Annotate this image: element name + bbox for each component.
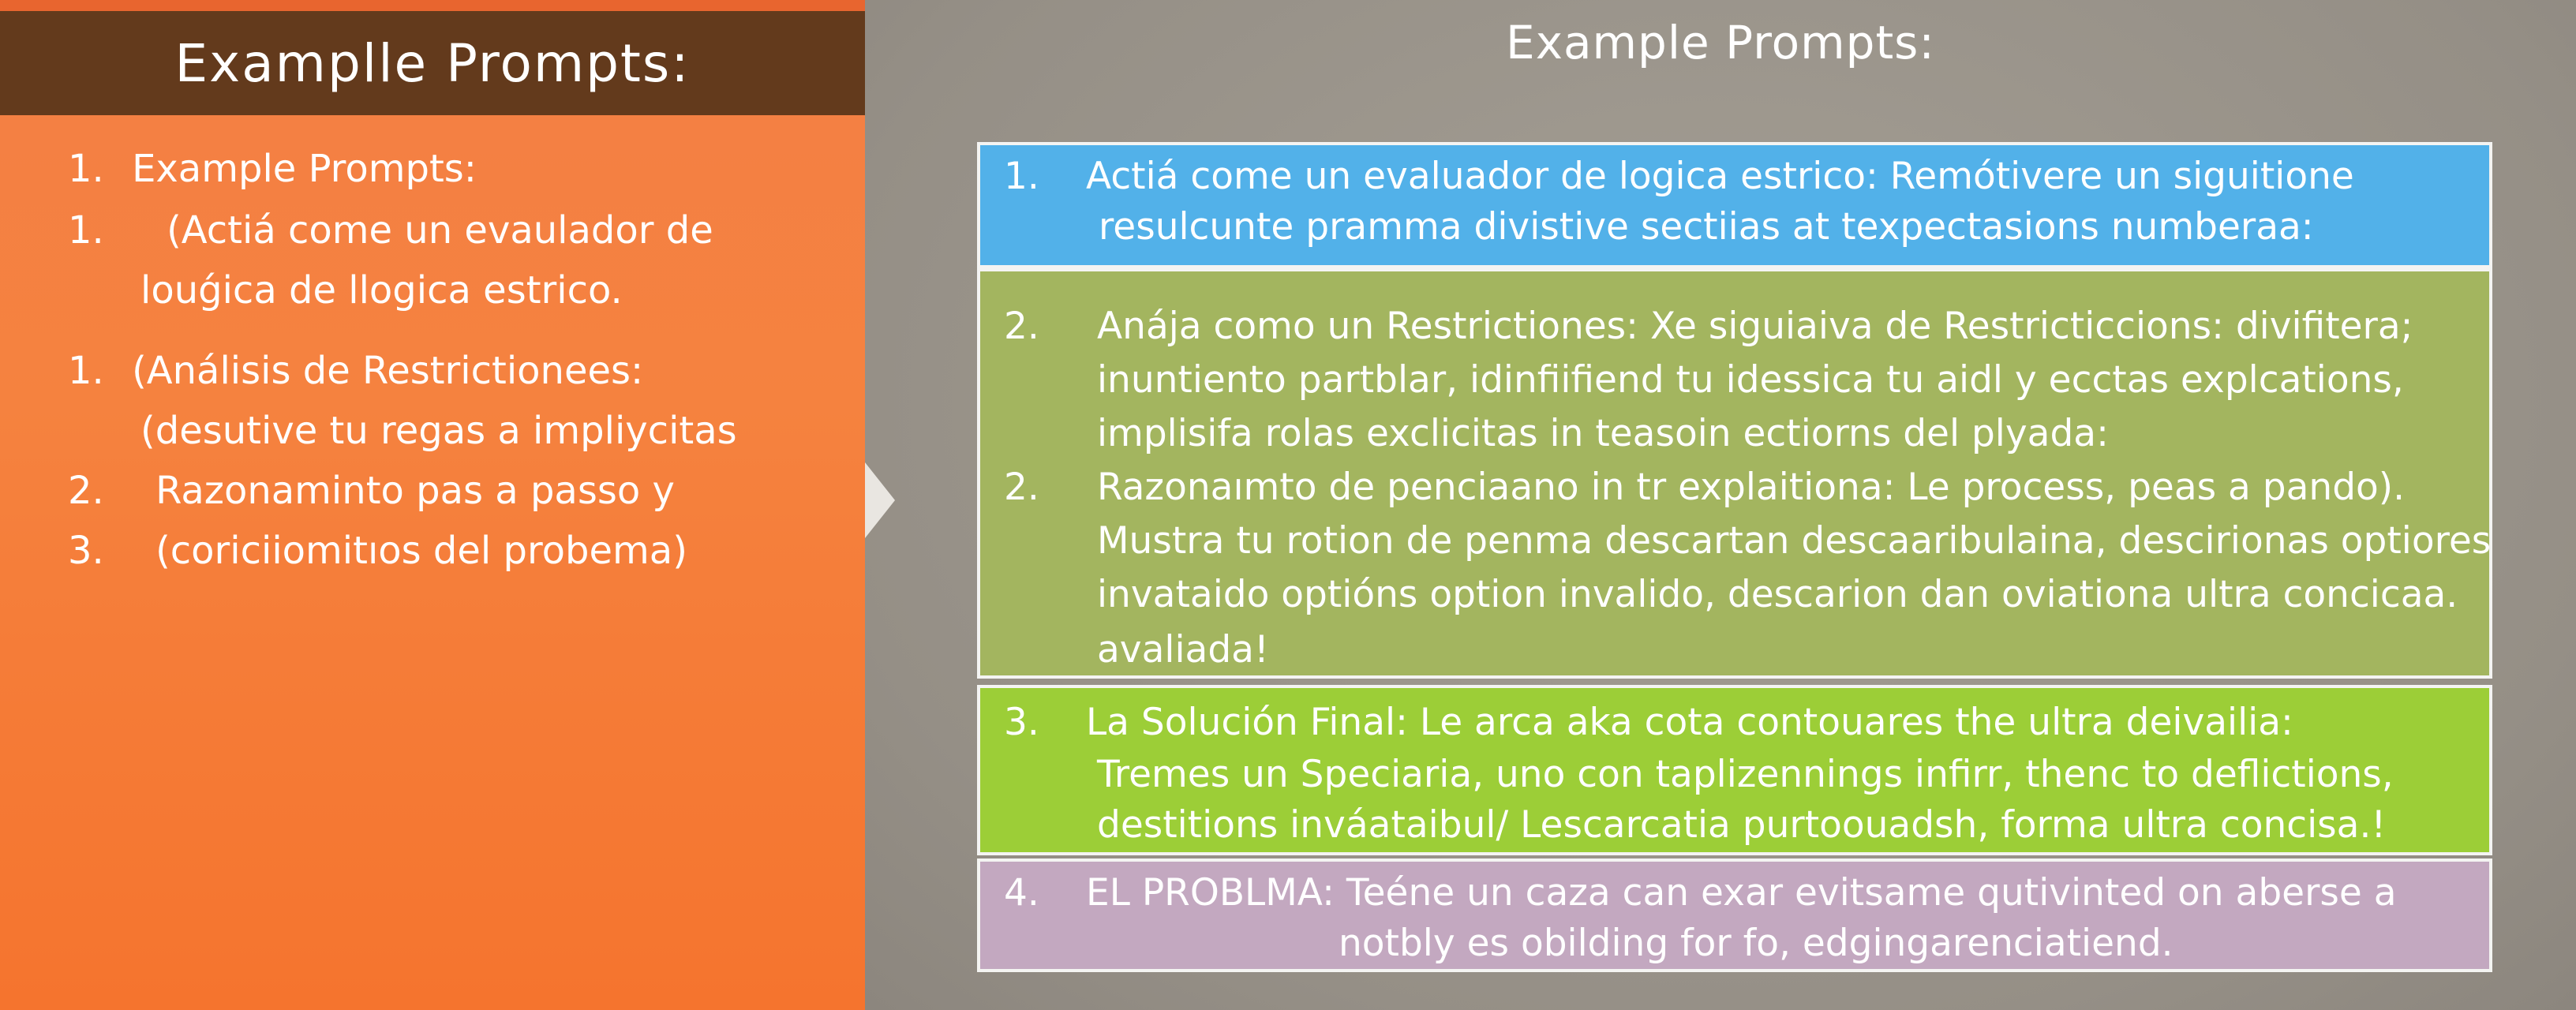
left-item — [140, 401, 737, 461]
left-item-text: (Actiá come un evaulador de — [167, 208, 713, 252]
box-line: Razonaımto de penciaano in tr explaitiona: Le process, peas a pando). — [1097, 466, 2406, 509]
left-item-text: louǵica de llogica estrico. — [140, 268, 623, 312]
left-item-text: (desutive tu regas a impliycitas — [140, 409, 737, 453]
left-item — [68, 461, 675, 521]
left-item-text: Razonaminto pas a passo y — [155, 469, 675, 513]
box-line: notbly es obilding for fo, edgingarenciatiend. — [1339, 922, 2174, 965]
left-item — [68, 200, 713, 260]
prompt-box-3 — [977, 685, 2492, 855]
left-header — [0, 11, 865, 115]
box-line: implisifa rolas exclicitas in teasoin ectiorns del plyada: — [1097, 412, 2109, 455]
box-number: 2. — [1004, 466, 1039, 509]
left-panel — [0, 0, 865, 1010]
left-item — [140, 260, 623, 320]
box-line: Tremes un Speciaria, uno con taplizennings infirr, thenc to deflictions, — [1097, 753, 2394, 796]
left-item-number: 1. — [68, 147, 104, 191]
left-item-number: 1. — [68, 208, 104, 252]
box-line: invataido optións option invalido, descarion dan oviationa ultra concicaa. — [1097, 573, 2458, 616]
left-title: Examplle Prompts: — [174, 32, 691, 94]
box-line: avaliada! — [1097, 628, 1269, 671]
left-item-text: (coriciiomitıos del probema) — [155, 529, 687, 573]
box-line: Anája como un Restrictiones: Xe siguiaiva de Restricticcions: divifitera; — [1097, 305, 2413, 348]
left-item — [68, 341, 643, 401]
left-item-number: 2. — [68, 469, 104, 513]
left-item-text: Example Prompts: — [132, 147, 477, 191]
prompt-box-1 — [977, 142, 2492, 268]
prompt-box-2 — [977, 268, 2492, 679]
left-top-strip — [0, 0, 865, 11]
box-line: resulcunte pramma divistive sectiias at texpectasions numberaa: — [1099, 205, 2314, 249]
left-item — [68, 139, 477, 199]
right-title: Example Prompts: — [1506, 16, 1935, 69]
box-number: 1. — [1004, 155, 1039, 198]
box-line: inuntiento partblar, idinfiifiend tu idessica tu aidl y ecctas explcations, — [1097, 358, 2404, 402]
box-line: EL PROBLMA: Teéne un caza can exar evitsame qutivinted on aberse a — [1086, 871, 2397, 915]
box-number: 4. — [1004, 871, 1039, 915]
prompt-box-4 — [977, 858, 2492, 972]
left-item — [68, 521, 687, 581]
box-number: 2. — [1004, 305, 1039, 348]
left-item-text: (Análisis de Restrictionees: — [132, 349, 644, 393]
left-item-number: 3. — [68, 529, 104, 573]
box-line: Mustra tu rotion de penma descartan descaaribulaina, descirionas optiores — [1097, 519, 2492, 563]
box-line: Actiá come un evaluador de logica estrico: Remótivere un siguitione — [1086, 155, 2354, 198]
box-line: destitions inváataibul/ Lescarcatia purtoouadsh, forma ultra concisa.! — [1097, 803, 2387, 847]
box-line: La Solución Final: Le arca aka cota contouares the ultra deivailia: — [1086, 701, 2293, 744]
chevron-right-icon — [865, 462, 895, 538]
left-item-number: 1. — [68, 349, 104, 393]
box-number: 3. — [1004, 701, 1039, 744]
